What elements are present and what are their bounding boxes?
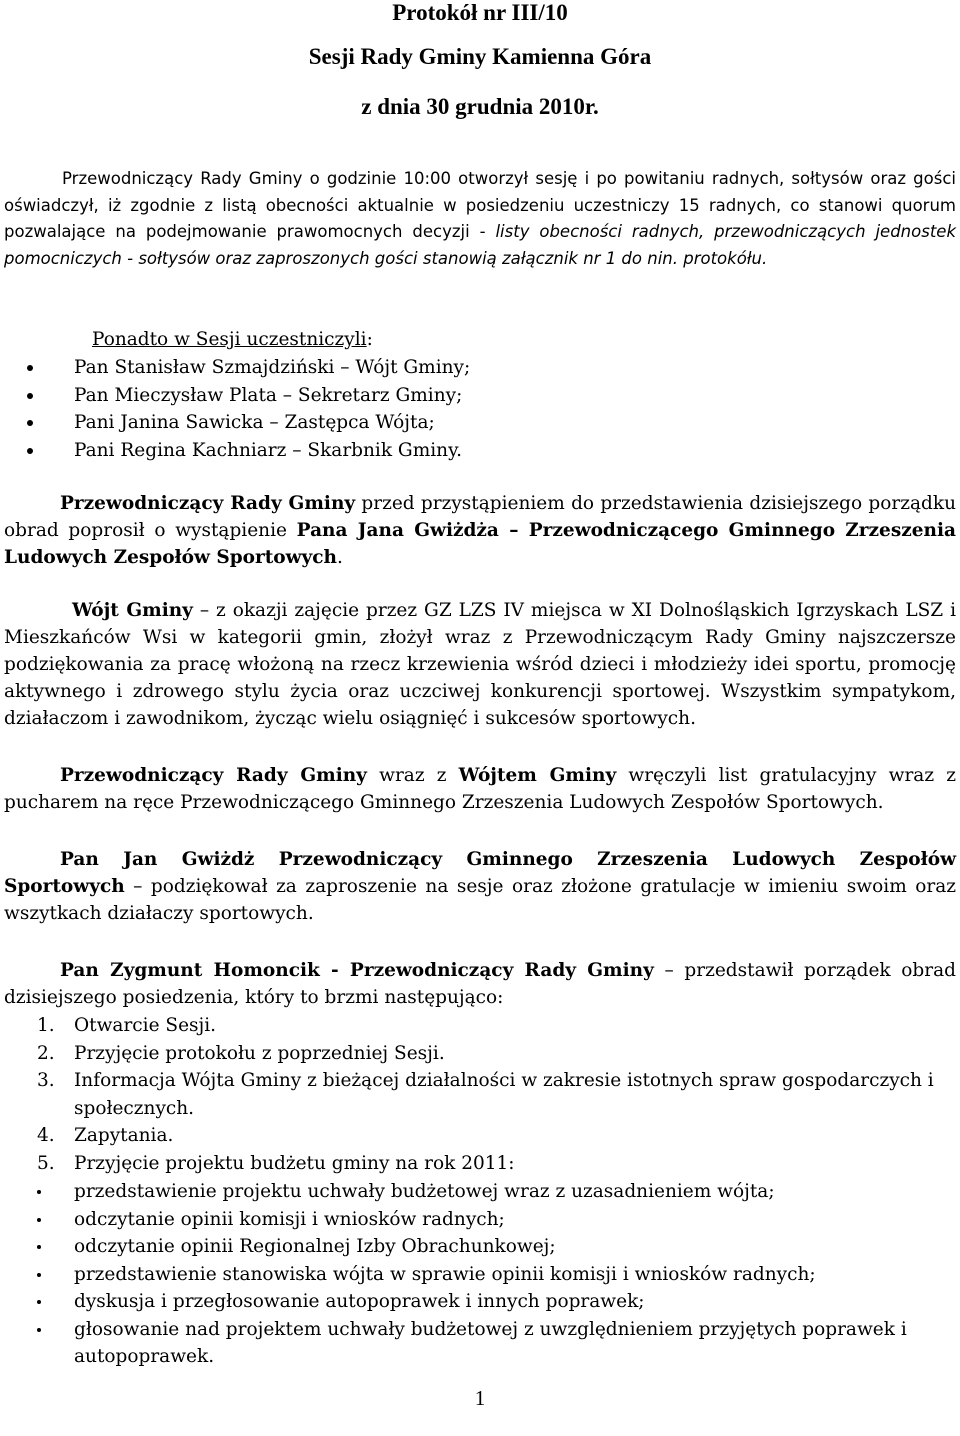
page-number: 1	[474, 1386, 486, 1410]
paragraph-award: Przewodniczący Rady Gminy wraz z Wójtem Gminy wręczyli list gratulacyjny wraz z pucharem na ręce Przewodniczącego Gminnego Zrzeszenia Ludowych Zespołów Sportowych.	[4, 765, 956, 813]
budget-subitems-list	[0, 1178, 960, 1371]
list-item-continuation: autopoprawek.	[74, 1346, 215, 1367]
list-item: odczytanie opinii Regionalnej Izby Obrachunkowej;	[0, 1233, 960, 1261]
bullet-icon	[37, 1300, 41, 1304]
opening-text: Przewodniczący Rady Gminy o godzinie 10:00 otworzył sesję i po powitaniu radnych, sołtysów oraz gości oświadczył, iż zgodnie z listą obecności aktualnie w posiedzeniu uczestniczy 15 radnych, co stanowi quorum pozwalające na podejmowanie prawomocnych decyzji -	[4, 169, 956, 241]
paragraph-invitation: Przewodniczący Rady Gminy przed przystąpieniem do przedstawienia dzisiejszego porządku obrad poprosił o wystąpienie Pana Jana Gwiżdża – Przewodniczącego Gminnego Zrzeszenia Ludowych Zespołów Sportowych.	[4, 493, 956, 568]
bullet-icon	[27, 420, 33, 426]
agenda-item: 4. Zapytania.	[37, 1125, 174, 1146]
bullet-icon	[27, 393, 33, 399]
paragraph-mayor: Wójt Gminy – z okazji zajęcie przez GZ LZS IV miejsca w XI Dolnośląskich Igrzyskach LSZ i Mieszkańców Wsi w kategorii gmin, złożył wraz z Przewodniczącym Rady Gminy najszczersze podziękowania za pracę włożoną na rzecz krzewienia wśród dzieci i młodzieży idei sportu, promocję aktywnego i zdrowego stylu życia oraz uczciwej konkurencji sportowej. Wszystkim sympatykom, działaczom i zawodnikom, życząc wielu osiągnięć i sukcesów sportowych.	[4, 600, 956, 729]
list-item: Pan Stanisław Szmajdziński – Wójt Gminy;	[0, 354, 960, 382]
agenda-item: 3. Informacja Wójta Gminy z bieżącej działalności w zakresie istotnych spraw gospodarczych i społecznych.	[37, 1070, 934, 1119]
list-item: Pani Janina Sawicka – Zastępca Wójta;	[0, 409, 960, 437]
bullet-icon	[27, 448, 33, 454]
agenda-list	[0, 1012, 940, 1177]
paragraph-agenda-intro: Pan Zygmunt Homoncik - Przewodniczący Rady Gminy – przedstawił porządek obrad dzisiejszego posiedzenia, który to brzmi następująco:	[4, 960, 956, 1008]
agenda-item: 1. Otwarcie Sesji.	[37, 1015, 217, 1036]
session-title: Sesji Rady Gminy Kamienna Góra	[308, 44, 652, 69]
date-title: z dnia 30 grudnia 2010r.	[361, 94, 599, 119]
opening-paragraph	[4, 166, 956, 272]
list-item: przedstawienie stanowiska wójta w sprawie opinii komisji i wniosków radnych;	[0, 1261, 960, 1289]
bullet-icon	[27, 365, 33, 371]
bullet-icon	[37, 1328, 41, 1332]
bullet-icon	[37, 1245, 41, 1249]
attendees-heading: Ponadto w Sesji uczestniczyli:	[92, 329, 373, 350]
bullet-icon	[37, 1218, 41, 1222]
list-item: Pani Regina Kachniarz – Skarbnik Gminy.	[0, 437, 960, 465]
list-item: dyskusja i przegłosowanie autopoprawek i innych poprawek;	[0, 1288, 960, 1316]
attendees-list	[0, 354, 960, 464]
list-item: przedstawienie projektu uchwały budżetowej wraz z uzasadnieniem wójta;	[0, 1178, 960, 1206]
agenda-item: 5. Przyjęcie projektu budżetu gminy na rok 2011:	[37, 1152, 515, 1174]
list-item: odczytanie opinii komisji i wniosków radnych;	[0, 1206, 960, 1234]
paragraph-thanks: Pan Jan Gwiżdż Przewodniczący Gminnego Zrzeszenia Ludowych Zespołów Sportowych – podziękował za zaproszenie na sesje oraz złożone gratulacje w imieniu swoim oraz wszytkach działaczy sportowych.	[4, 849, 956, 924]
bullet-icon	[37, 1273, 41, 1277]
agenda-item: 2. Przyjęcie protokołu z poprzedniej Sesji.	[37, 1042, 445, 1064]
list-item: głosowanie nad projektem uchwały budżetowej z uwzględnieniem przyjętych poprawek i	[0, 1316, 960, 1344]
protocol-title: Protokół nr III/10	[392, 0, 568, 25]
attendance-note: listy obecności radnych, przewodniczących jednostek pomocniczych - sołtysów oraz zaproszonych gości stanowią załącznik nr 1 do nin. protokółu.	[4, 222, 956, 268]
list-item: Pan Mieczysław Plata – Sekretarz Gminy;	[0, 382, 960, 410]
bullet-icon	[37, 1190, 41, 1194]
